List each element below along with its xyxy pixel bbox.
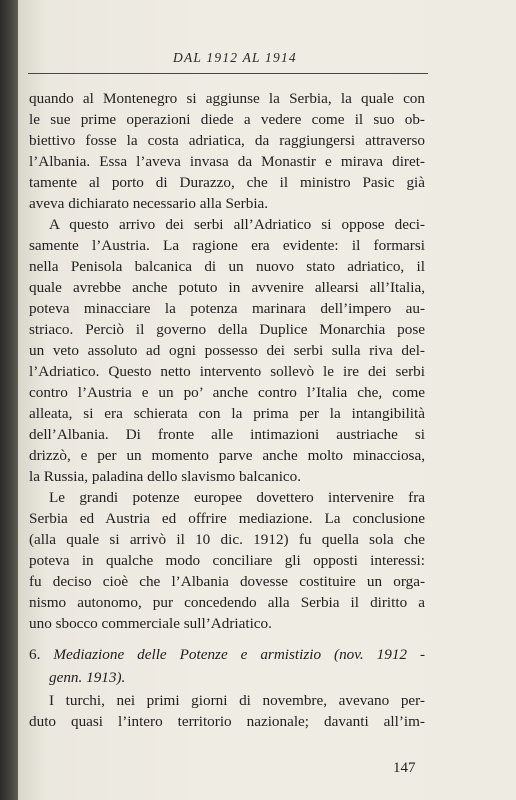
book-page <box>18 0 516 800</box>
text-line: l’Adriatico. Questo netto intervento sollevò le ire dei serbi <box>29 363 425 380</box>
body-text <box>29 88 425 634</box>
section-title-text: Mediazione delle Potenze e armistizio (nov. 1912 - <box>53 646 426 663</box>
text-line: le sue prime operazioni diede a vedere come il suo ob- <box>29 111 425 128</box>
text-line: uno sbocco commerciale sull’Adriatico. <box>29 615 272 632</box>
text-line: I turchi, nei primi giorni di novembre, avevano per- <box>49 692 425 709</box>
section-title-line <box>29 643 425 666</box>
section-title-line: genn. 1913). <box>49 669 126 686</box>
section-number: 6. <box>29 646 41 663</box>
text-line: Serbia ed Austria ed offrire mediazione. La conclusione <box>29 510 425 527</box>
text-line: striaco. Perciò il governo della Duplice Monarchia pose <box>29 321 425 338</box>
text-line: poteva in qualche modo conciliare gli opposti interessi: <box>29 552 425 569</box>
text-line: nismo autonomo, pur concedendo alla Serbia il diritto a <box>29 594 425 611</box>
running-head: DAL 1912 AL 1914 <box>173 50 297 65</box>
text-line: duto quasi l’intero territorio nazionale; davanti all’im- <box>29 713 425 730</box>
text-line: la Russia, paladina dello slavismo balcanico. <box>29 468 302 485</box>
body-text-continued <box>29 690 425 732</box>
text-line: quando al Montenegro si aggiunse la Serbia, la quale con <box>29 90 425 107</box>
text-line: tamente al porto di Durazzo, che il ministro Pasic già <box>29 174 425 191</box>
text-line: dell’Albania. Di fronte alle intimazioni austriache si <box>29 426 425 443</box>
text-line: l’Albania. Essa l’aveva invasa da Monastir e mirava diret- <box>29 153 425 170</box>
text-line: contro l’Austria e un po’ anche contro l’Italia che, come <box>29 384 425 401</box>
text-line: poteva minacciare la potenza marinara dell’impero au- <box>29 300 425 317</box>
text-line: drizzò, e per un momento parve anche molto minacciosa, <box>29 447 425 464</box>
text-line: (alla quale si arrivò il 10 dic. 1912) fu quella sola che <box>29 531 425 548</box>
text-line: nella Penisola balcanica di un nuovo stato adriatico, il <box>29 258 425 275</box>
text-line: quale avrebbe anche potuto in avvenire allearsi all’Italia, <box>29 279 425 296</box>
text-line: biettivo fosse la costa adriatica, da raggiungersi attraverso <box>29 132 425 149</box>
section-heading <box>29 643 425 689</box>
text-line: un veto assoluto ad ogni possesso dei serbi sulla riva del- <box>29 342 425 359</box>
text-line: A questo arrivo dei serbi all’Adriatico si oppose deci- <box>49 216 425 233</box>
page-number: 147 <box>393 760 416 776</box>
header-rule <box>28 73 428 74</box>
text-line: aveva dichiarato necessario alla Serbia. <box>29 195 269 212</box>
text-line: Le grandi potenze europee dovettero intervenire fra <box>49 489 425 506</box>
text-line: fu deciso cioè che l’Albania dovesse costituire un orga- <box>29 573 425 590</box>
text-line: alleata, si era schierata con la prima per la intangibilità <box>29 405 425 422</box>
text-line: samente l’Austria. La ragione era evidente: il formarsi <box>29 237 425 254</box>
